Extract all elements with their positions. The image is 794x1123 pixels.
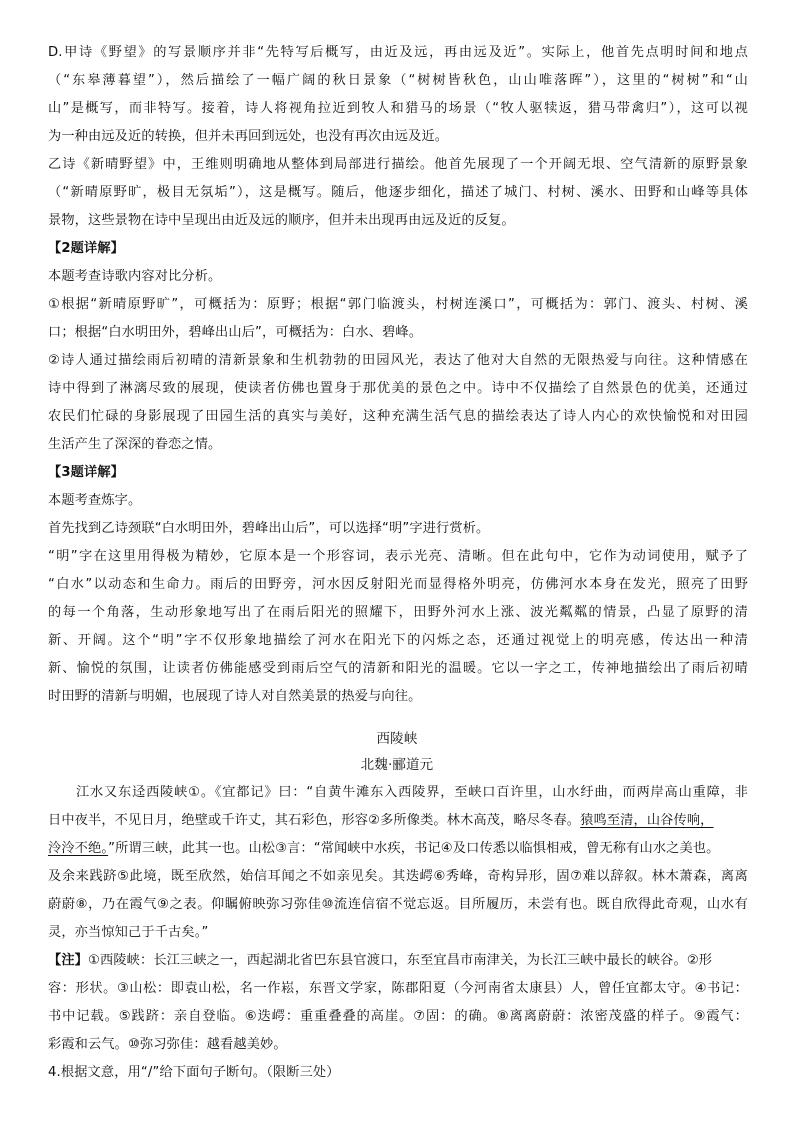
passage-line: 灵，亦当惊知己于千古矣。” bbox=[48, 925, 209, 940]
q3-line: 的每一个角落，生动形象地写出了在雨后阳光的照耀下，田野外河水上涨、波光粼粼的情景，凸显了原野的清 bbox=[48, 605, 748, 620]
underlined-sentence: 猿鸣至清，山谷传响， bbox=[580, 813, 714, 828]
section-heading-q3: 【3题详解】 bbox=[48, 465, 125, 480]
q3-line: “明”字在这里用得极为精妙，它原本是一个形容词，表示光亮、清晰。但在此句中，它作为动词使用，赋予了 bbox=[48, 549, 748, 564]
question-4: 4.根据文意，用“/”给下面句子断句。（限断三处） bbox=[48, 1065, 340, 1080]
passage-title: 西陵峡 bbox=[376, 731, 418, 747]
passage-text: ”所谓三峡，此其一也。山松③言：“常闻峡中水疾，书记④及口传悉以临惧相戒，曾无称有山水之美也。 bbox=[108, 841, 720, 856]
q3-line: 新、愉悦的氛围，让读者仿佛能感受到雨后空气的清新和阳光的温暖。它以一字之工，传神地描绘出了雨后初晴 bbox=[48, 661, 748, 676]
analysis-line: （“东皋薄暮望”），然后描绘了一幅广阔的秋日景象（“树树皆秋色，山山唯落晖”），这里的“树树”和“山 bbox=[48, 73, 748, 88]
passage-author: 北魏·郦道元 bbox=[360, 757, 434, 773]
analysis-line: 山”是概写，而非特写。接着，诗人将视角拉近到牧人和猎马的场景（“牧人驱犊返，猎马带禽归”），这可以视 bbox=[48, 101, 748, 116]
passage-line: 蔚蔚⑧，乃在霞气⑨之表。仰瞩俯映弥习弥佳⑩流连信宿不觉忘返。目所履历，未尝有也。既自欣得此奇观，山水有 bbox=[48, 897, 748, 912]
notes-text: ①西陵峡：长江三峡之一，西起湖北省巴东县官渡口，东至宜昌市南津关，为长江三峡中最长的峡谷。②形 bbox=[88, 953, 713, 968]
analysis-line: 乙诗《新晴野望》中，王维则明确地从整体到局部进行描绘。他首先展现了一个开阔无垠、空气清新的原野景象 bbox=[48, 157, 748, 172]
notes-line: 容：形状。③山松：即袁山松，名一作崧，东晋文学家，陈郡阳夏（今河南省太康县）人，曾任宜都太守。④书记： bbox=[48, 981, 748, 996]
section-heading-q2: 【2题详解】 bbox=[48, 241, 125, 256]
q2-line: ①根据“新晴原野旷”，可概括为：原野；根据“郭门临渡头，村树连溪口”，可概括为：郭门、渡头、村树、溪 bbox=[48, 297, 748, 312]
q2-line: 诗中得到了淋漓尽致的展现，使读者仿佛也置身于那优美的景色之中。诗中不仅描绘了自然景色的优美，还通过 bbox=[48, 381, 748, 396]
q3-line: “白水”以动态和生命力。雨后的田野旁，河水因反射阳光而显得格外明亮，仿佛河水本身在发光，照亮了田野 bbox=[48, 577, 748, 592]
q2-line: ②诗人通过描绘雨后初晴的清新景象和生机勃勃的田园风光，表达了他对大自然的无限热爱与向往。这种情感在 bbox=[48, 353, 748, 368]
notes-line: 书中记载。⑤践跻：亲自登临。⑥迭崿：重重叠叠的高崖。⑦固：的确。⑧离离蔚蔚：浓密茂盛的样子。⑨霞气： bbox=[48, 1009, 748, 1024]
analysis-line: 为一种由远及近的转换，但并未再回到远处，也没有再次由远及近。 bbox=[48, 129, 449, 144]
underlined-sentence: 泠泠不绝。 bbox=[48, 841, 109, 856]
notes-label: 【注】 bbox=[48, 953, 89, 968]
analysis-line: 景物，这些景物在诗中呈现出由近及远的顺序，但并未出现再由远及近的反复。 bbox=[48, 213, 515, 228]
passage-line bbox=[48, 838, 748, 860]
passage-line: 及余来践跻⑤此境，既至欣然，始信耳闻之不如亲见矣。其迭崿⑥秀峰，奇构异形，固⑦难以辞叙。林木萧森，离离 bbox=[48, 869, 748, 884]
q2-line: 口；根据“白水明田外，碧峰出山后”，可概括为：白水、碧峰。 bbox=[48, 325, 423, 340]
notes-line: 彩霞和云气。⑩弥习弥佳：越看越美妙。 bbox=[48, 1037, 287, 1052]
notes-line bbox=[48, 950, 748, 972]
q3-line: 本题考查炼字。 bbox=[48, 493, 142, 508]
passage-line bbox=[48, 810, 748, 832]
passage-text: 日中夜半，不见日月，绝壁或千许丈，其石彩色，形容②多所像类。林木高茂，略尽冬春。 bbox=[48, 813, 581, 828]
q3-line: 时田野的清新与明媚，也展现了诗人对自然美景的热爱与向往。 bbox=[48, 689, 422, 704]
q2-line: 生活产生了深深的眷恋之情。 bbox=[48, 437, 222, 452]
q3-line: 新、开阔。这个“明”字不仅形象地描绘了河水在阳光下的闪烁之态，还通过视觉上的明亮感，传达出一种清 bbox=[48, 633, 748, 648]
passage-line: 江水又东迳西陵峡①。《宜都记》曰：“自黄牛滩东入西陵界，至峡口百许里，山水纡曲，而两岸高山重障，非 bbox=[76, 785, 748, 800]
q2-line: 本题考查诗歌内容对比分析。 bbox=[48, 269, 222, 284]
analysis-line: D.甲诗《野望》的写景顺序并非“先特写后概写，由近及远，再由远及近”。实际上，他首先点明时间和地点 bbox=[48, 45, 748, 60]
q2-line: 农民们忙碌的身影展现了田园生活的真实与美好，这种充满生活气息的描绘表达了诗人内心的欢快愉悦和对田园 bbox=[48, 409, 748, 424]
analysis-line: （“新晴原野旷，极目无氛垢”），这是概写。随后，他逐步细化，描述了城门、村树、溪水、田野和山峰等具体 bbox=[48, 185, 748, 200]
q3-line: 首先找到乙诗颈联“白水明田外，碧峰出山后”，可以选择“明”字进行赏析。 bbox=[48, 521, 490, 536]
